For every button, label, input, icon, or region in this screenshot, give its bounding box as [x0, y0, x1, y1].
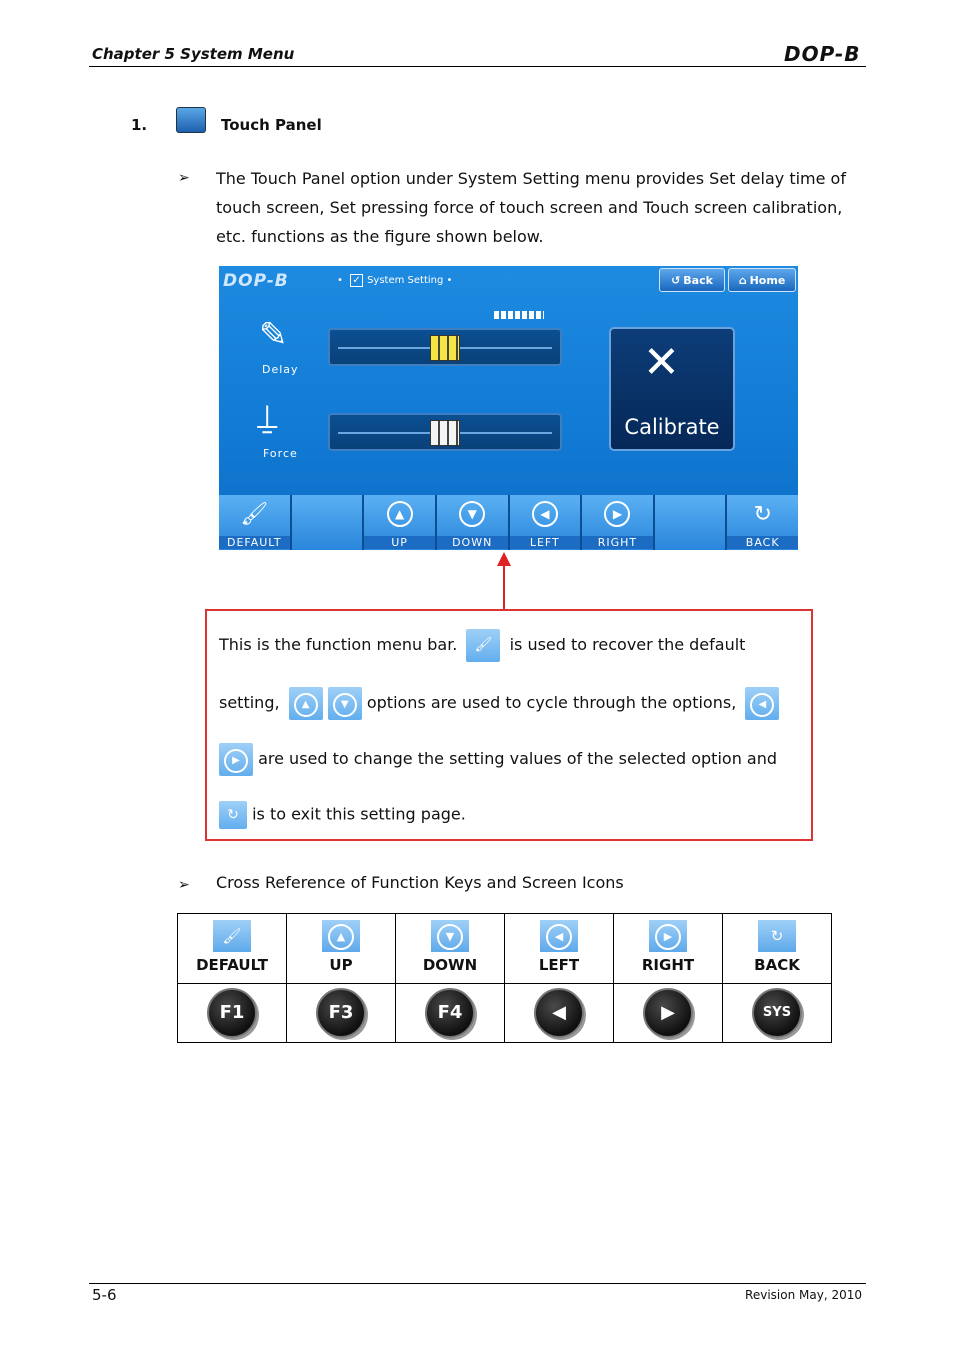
- callout-line-4: [219, 801, 466, 829]
- down-arrow-icon: ▼: [328, 687, 362, 720]
- xref-cell: [178, 984, 287, 1043]
- calibrate-touch-icon: ✕: [643, 337, 680, 388]
- section-number: 1.: [131, 116, 148, 134]
- delay-slider-thumb[interactable]: [430, 335, 460, 361]
- pencil-icon: ✎: [259, 315, 288, 355]
- revision-date: Revision May, 2010: [745, 1288, 862, 1302]
- f1-key-icon: F1: [207, 988, 257, 1038]
- touch-panel-icon: [176, 107, 206, 133]
- callout-text: is to exit this setting page.: [252, 804, 466, 824]
- callout-line-1: [219, 629, 745, 662]
- back-label: Back: [683, 273, 713, 287]
- xref-cell: [723, 984, 832, 1043]
- up-arrow-icon: ▲: [387, 501, 413, 527]
- xref-cell: [287, 984, 396, 1043]
- brush-icon: 🖌: [213, 920, 251, 952]
- menu-left[interactable]: [510, 495, 583, 550]
- callout-text: options are used to cycle through the options,: [366, 693, 737, 712]
- section-title: Touch Panel: [221, 116, 322, 134]
- touch-panel-screen: [219, 266, 798, 550]
- menu-up[interactable]: [364, 495, 437, 550]
- xref-cell: [396, 914, 505, 984]
- calibrate-button[interactable]: [609, 327, 735, 451]
- callout-text: is used to recover the default: [509, 635, 746, 654]
- left-arrow-icon: ◀: [532, 501, 558, 527]
- callout-text: This is the function menu bar.: [219, 635, 458, 654]
- intro-paragraph: The Touch Panel option under System Setting menu provides Set delay time of touch screen, Set pressing force of touch screen and Touch screen calibration, etc. functions as the figure shown below.: [216, 169, 846, 246]
- xref-label: BACK: [754, 956, 800, 974]
- header-rule: [89, 66, 866, 67]
- xref-cell: [178, 914, 287, 984]
- xref-label: DOWN: [422, 956, 478, 974]
- breadcrumb-label: System Setting: [367, 275, 444, 286]
- screen-breadcrumb: • ✓ System Setting •: [337, 275, 453, 286]
- back-button[interactable]: [659, 268, 725, 292]
- callout-line-2: [219, 687, 779, 720]
- function-menu-bar: [219, 495, 798, 550]
- menu-label: DOWN: [437, 536, 508, 549]
- callout-text: are used to change the setting values of the selected option and: [258, 749, 778, 768]
- xref-cell: [505, 914, 614, 984]
- callout-line-3: [219, 743, 777, 776]
- calibrate-label: Calibrate: [624, 415, 720, 439]
- bullet-arrow-icon: ➢: [178, 877, 190, 893]
- chapter-title: Chapter 5 System Menu: [92, 45, 295, 63]
- xref-cell: [723, 914, 832, 984]
- delay-label: Delay: [262, 363, 299, 376]
- up-arrow-icon: ▲: [289, 687, 323, 720]
- xref-cell: [287, 914, 396, 984]
- home-label: Home: [749, 273, 786, 287]
- force-slider-thumb[interactable]: [430, 420, 460, 446]
- menu-back[interactable]: [727, 495, 798, 550]
- right-arrow-icon: ▶: [649, 920, 687, 952]
- menu-default[interactable]: [219, 495, 292, 550]
- right-key-icon: ▶: [643, 988, 693, 1038]
- brush-icon: 🖌: [466, 629, 500, 662]
- down-arrow-icon: ▼: [431, 920, 469, 952]
- home-button[interactable]: [728, 268, 796, 292]
- dop-b-logo: DOP-B: [784, 42, 861, 66]
- force-slider[interactable]: [328, 413, 562, 451]
- xref-cell: [614, 914, 723, 984]
- menu-label: RIGHT: [582, 536, 653, 549]
- xref-cell: [505, 984, 614, 1043]
- f3-key-icon: F3: [316, 988, 366, 1038]
- cross-reference-table: [177, 913, 832, 1043]
- xref-label: UP: [329, 956, 353, 974]
- down-arrow-icon: ▼: [459, 501, 485, 527]
- menu-down[interactable]: [437, 495, 510, 550]
- sys-key-icon: SYS: [752, 988, 802, 1038]
- left-key-icon: ◀: [534, 988, 584, 1038]
- xref-cell: [396, 984, 505, 1043]
- force-label: Force: [263, 447, 298, 460]
- left-arrow-icon: ◀: [540, 920, 578, 952]
- up-arrow-icon: ▲: [322, 920, 360, 952]
- footer-rule: [89, 1283, 866, 1284]
- menu-empty-1: [292, 495, 365, 550]
- check-icon: ✓: [350, 274, 363, 287]
- brush-icon: 🖌: [240, 501, 269, 527]
- back-circle-icon: ↻: [753, 501, 772, 527]
- page-number: 5-6: [92, 1286, 117, 1304]
- callout-box: [205, 609, 813, 841]
- menu-label: BACK: [727, 536, 798, 549]
- xref-label: LEFT: [538, 956, 580, 974]
- menu-label: LEFT: [510, 536, 581, 549]
- right-arrow-icon: ▶: [219, 743, 253, 776]
- menu-label: UP: [364, 536, 435, 549]
- level-indicator: [494, 311, 544, 319]
- bullet-arrow-icon: ➢: [178, 170, 190, 186]
- back-circle-icon: ↻: [758, 920, 796, 952]
- delay-slider[interactable]: [328, 328, 562, 366]
- xref-heading: Cross Reference of Function Keys and Screen Icons: [216, 873, 624, 892]
- home-icon: ⌂: [738, 273, 747, 287]
- screen-logo: DOP-B: [223, 271, 289, 291]
- xref-cell: [614, 984, 723, 1043]
- menu-empty-2: [655, 495, 728, 550]
- f4-key-icon: F4: [425, 988, 475, 1038]
- menu-right[interactable]: [582, 495, 655, 550]
- left-arrow-icon: ◀: [745, 687, 779, 720]
- menu-label: DEFAULT: [219, 536, 290, 549]
- force-icon: ⍊: [257, 397, 278, 437]
- back-circle-icon: ↻: [219, 801, 247, 829]
- callout-text: setting,: [219, 693, 280, 712]
- callout-arrow: [503, 564, 505, 610]
- back-icon: ↺: [671, 273, 681, 287]
- xref-label: DEFAULT: [196, 956, 268, 974]
- right-arrow-icon: ▶: [604, 501, 630, 527]
- xref-label: RIGHT: [641, 956, 695, 974]
